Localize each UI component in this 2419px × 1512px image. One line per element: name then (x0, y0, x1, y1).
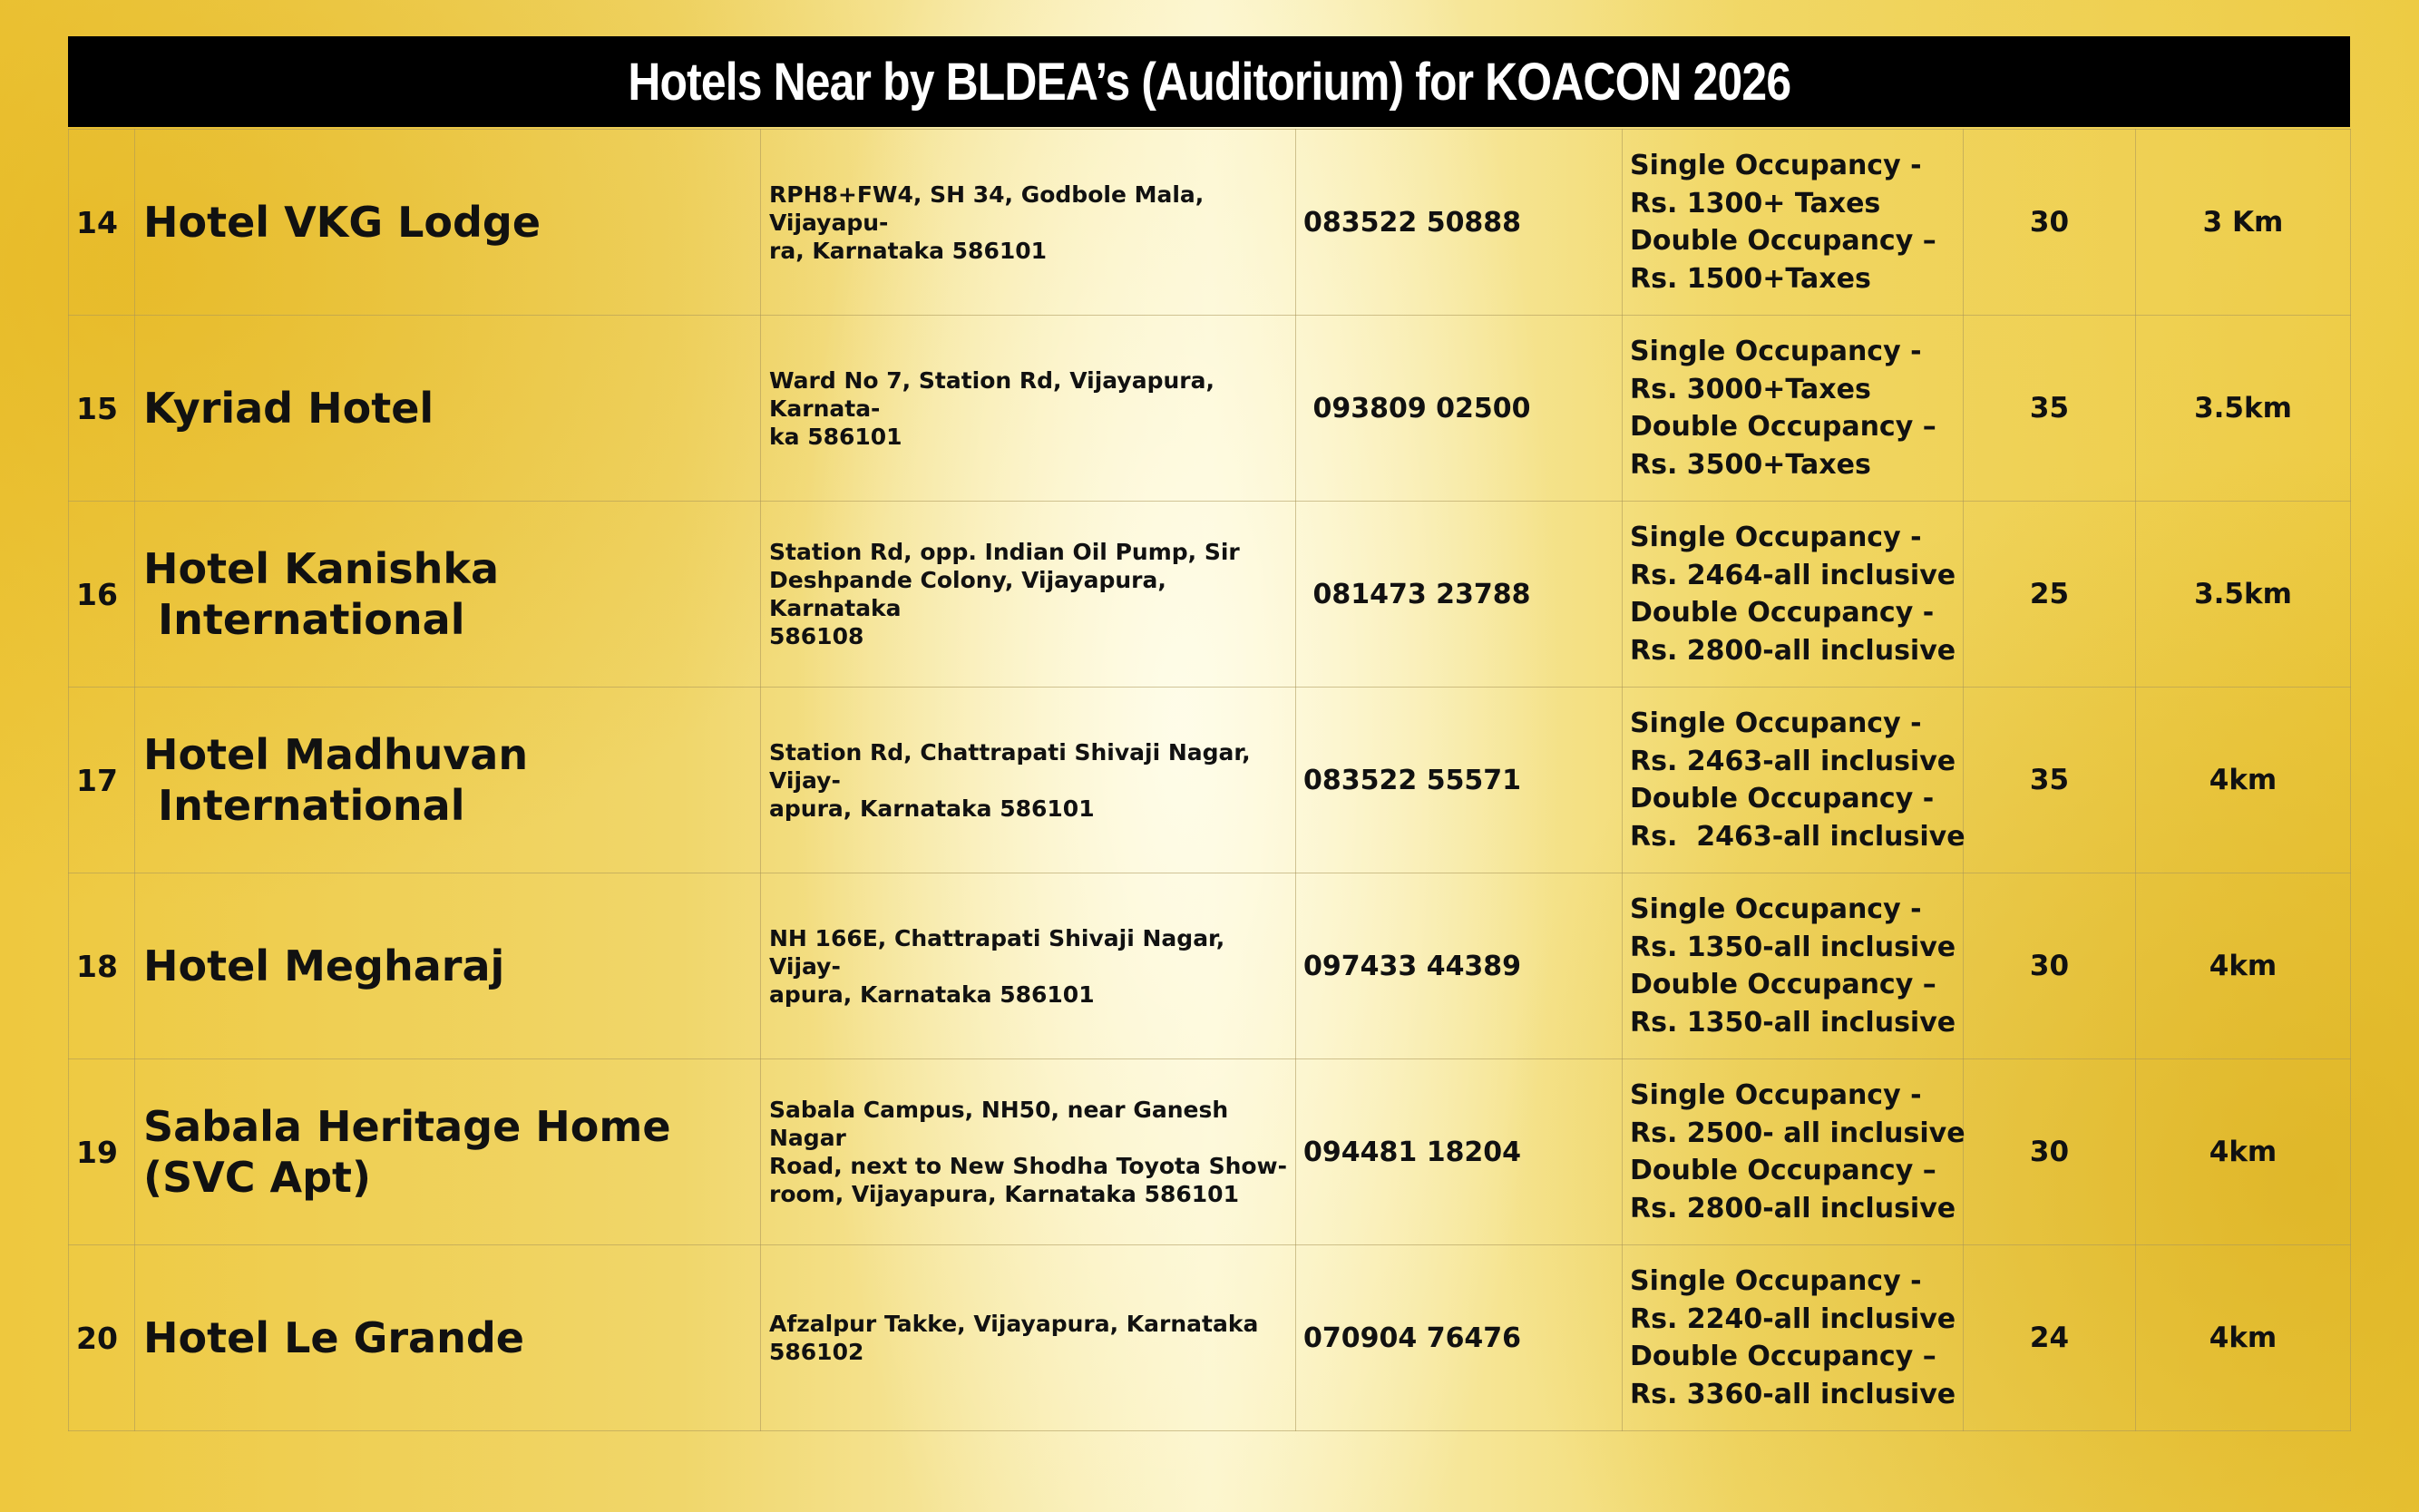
hotel-phone-text: 097433 44389 (1303, 950, 1522, 982)
hotel-number: 15 (69, 316, 135, 502)
hotel-phone-text: 081473 23788 (1303, 578, 1531, 610)
hotel-rate-line: Rs. 2463-all inclusive (1630, 820, 1965, 853)
hotel-rate-line: Double Occupancy – (1630, 1341, 1936, 1372)
hotel-phone-text: 093809 02500 (1303, 392, 1531, 424)
hotel-address (761, 873, 1296, 1059)
hotel-rate-line: Rs. 1350-all inclusive (1630, 1006, 1956, 1039)
hotel-phone-text: 094481 18204 (1303, 1136, 1522, 1168)
hotel-name-line: Hotel Kanishka (143, 544, 500, 593)
hotel-row (69, 1245, 2351, 1431)
hotel-name-line: Hotel Megharaj (143, 941, 505, 990)
hotel-name (135, 1245, 761, 1431)
hotel-rooms: 35 (1964, 688, 2136, 873)
hotel-phone (1296, 1059, 1623, 1245)
hotel-name (135, 130, 761, 316)
hotel-number: 19 (69, 1059, 135, 1245)
hotel-number: 16 (69, 502, 135, 688)
hotel-name-line: Hotel VKG Lodge (143, 198, 541, 247)
hotel-distance: 3 Km (2136, 130, 2351, 316)
hotel-name (135, 502, 761, 688)
hotel-name-line: International (143, 595, 465, 644)
hotel-rate-line: Single Occupancy - (1630, 893, 1922, 925)
page-title: Hotels Near by BLDEA’s (Auditorium) for KOACON 2026 (628, 52, 1790, 112)
hotel-rate-line: Rs. 3360-all inclusive (1630, 1378, 1956, 1410)
hotel-address (761, 688, 1296, 873)
hotel-rooms: 25 (1964, 502, 2136, 688)
hotel-rates (1623, 688, 1964, 873)
hotel-distance: 4km (2136, 688, 2351, 873)
hotel-number: 14 (69, 130, 135, 316)
hotel-rate-line: Double Occupancy – (1630, 1155, 1936, 1186)
hotel-number: 18 (69, 873, 135, 1059)
hotel-rate-line: Rs. 3000+Taxes (1630, 373, 1871, 405)
hotel-phone (1296, 316, 1623, 502)
hotel-name-line: (SVC Apt) (143, 1153, 372, 1202)
hotel-rate-line: Rs. 1350-all inclusive (1630, 931, 1956, 963)
hotel-rate-line: Rs. 1300+ Taxes (1630, 187, 1881, 219)
hotel-rate-line: Rs. 1500+Taxes (1630, 262, 1871, 295)
hotel-rates (1623, 316, 1964, 502)
hotel-address-text: RPH8+FW4, SH 34, Godbole Mala, Vijayapu- ra, Karnataka 586101 (769, 180, 1205, 264)
hotel-address (761, 1059, 1296, 1245)
hotel-address (761, 1245, 1296, 1431)
hotel-phone (1296, 130, 1623, 316)
hotel-address-text: Station Rd, opp. Indian Oil Pump, Sir Deshpande Colony, Vijayapura, Karnataka 586108 (769, 539, 1240, 649)
hotel-rate-line: Double Occupancy – (1630, 225, 1936, 257)
hotel-distance: 4km (2136, 1245, 2351, 1431)
hotel-name-line: Kyriad Hotel (143, 384, 434, 433)
hotel-name-line: International (143, 781, 465, 830)
title-banner (68, 36, 2350, 127)
hotel-row (69, 688, 2351, 873)
hotel-rates (1623, 873, 1964, 1059)
hotel-row (69, 1059, 2351, 1245)
hotel-distance: 4km (2136, 873, 2351, 1059)
hotel-rate-line: Single Occupancy - (1630, 1265, 1922, 1297)
hotel-name (135, 1059, 761, 1245)
hotel-number: 20 (69, 1245, 135, 1431)
hotel-rate-line: Single Occupancy - (1630, 522, 1922, 553)
hotel-rooms: 30 (1964, 873, 2136, 1059)
hotel-name-line: Hotel Madhuvan (143, 730, 529, 779)
hotel-address (761, 502, 1296, 688)
hotel-rooms: 30 (1964, 1059, 2136, 1245)
hotel-rooms: 35 (1964, 316, 2136, 502)
hotel-phone-text: 070904 76476 (1303, 1322, 1522, 1354)
hotel-rate-line: Single Occupancy - (1630, 336, 1922, 367)
hotel-name (135, 688, 761, 873)
hotel-rate-line: Single Occupancy - (1630, 1079, 1922, 1111)
hotel-row (69, 316, 2351, 502)
hotel-row (69, 130, 2351, 316)
hotel-distance: 4km (2136, 1059, 2351, 1245)
hotel-name (135, 316, 761, 502)
hotel-distance: 3.5km (2136, 316, 2351, 502)
hotel-name-line: Hotel Le Grande (143, 1313, 524, 1362)
hotel-address (761, 130, 1296, 316)
hotel-row (69, 873, 2351, 1059)
hotel-rooms: 30 (1964, 130, 2136, 316)
hotel-name-line: Sabala Heritage Home (143, 1102, 671, 1151)
hotel-rates (1623, 130, 1964, 316)
hotel-rate-line: Rs. 2464-all inclusive (1630, 559, 1956, 591)
hotel-rate-line: Double Occupancy - (1630, 783, 1935, 815)
hotel-rate-line: Double Occupancy – (1630, 411, 1936, 443)
hotels-table-body (69, 130, 2351, 1431)
hotel-phone (1296, 688, 1623, 873)
hotel-name (135, 873, 761, 1059)
hotel-number: 17 (69, 688, 135, 873)
hotels-table (68, 129, 2351, 1431)
hotel-phone (1296, 873, 1623, 1059)
hotel-rate-line: Rs. 3500+Taxes (1630, 448, 1871, 481)
hotel-rate-line: Double Occupancy - (1630, 597, 1935, 629)
hotel-address-text: Sabala Campus, NH50, near Ganesh Nagar Road, next to New Shodha Toyota Show- room, Vijayapura, Karnataka 586101 (769, 1097, 1288, 1207)
hotel-rate-line: Single Occupancy - (1630, 707, 1922, 739)
hotel-rate-line: Rs. 2463-all inclusive (1630, 745, 1956, 777)
hotel-rate-line: Rs. 2800-all inclusive (1630, 634, 1956, 667)
hotel-phone-text: 083522 55571 (1303, 764, 1522, 796)
hotel-rate-line: Single Occupancy - (1630, 150, 1922, 181)
hotel-phone (1296, 1245, 1623, 1431)
hotel-rates (1623, 1059, 1964, 1245)
hotel-address-text: Afzalpur Takke, Vijayapura, Karnataka 586102 (769, 1311, 1259, 1365)
hotel-address-text: Ward No 7, Station Rd, Vijayapura, Karnata- ka 586101 (769, 366, 1214, 450)
hotel-rates (1623, 1245, 1964, 1431)
hotel-rate-line: Double Occupancy – (1630, 969, 1936, 1000)
hotel-phone-text: 083522 50888 (1303, 206, 1522, 239)
hotel-phone (1296, 502, 1623, 688)
hotel-distance: 3.5km (2136, 502, 2351, 688)
hotel-rates (1623, 502, 1964, 688)
hotel-address-text: Station Rd, Chattrapati Shivaji Nagar, Vijay- apura, Karnataka 586101 (769, 738, 1251, 822)
hotel-address (761, 316, 1296, 502)
hotel-rate-line: Rs. 2800-all inclusive (1630, 1192, 1956, 1224)
hotel-address-text: NH 166E, Chattrapati Shivaji Nagar, Vijay- apura, Karnataka 586101 (769, 924, 1225, 1008)
hotel-row (69, 502, 2351, 688)
hotel-rooms: 24 (1964, 1245, 2136, 1431)
hotel-rate-line: Rs. 2240-all inclusive (1630, 1302, 1956, 1335)
hotel-rate-line: Rs. 2500- all inclusive (1630, 1117, 1965, 1149)
